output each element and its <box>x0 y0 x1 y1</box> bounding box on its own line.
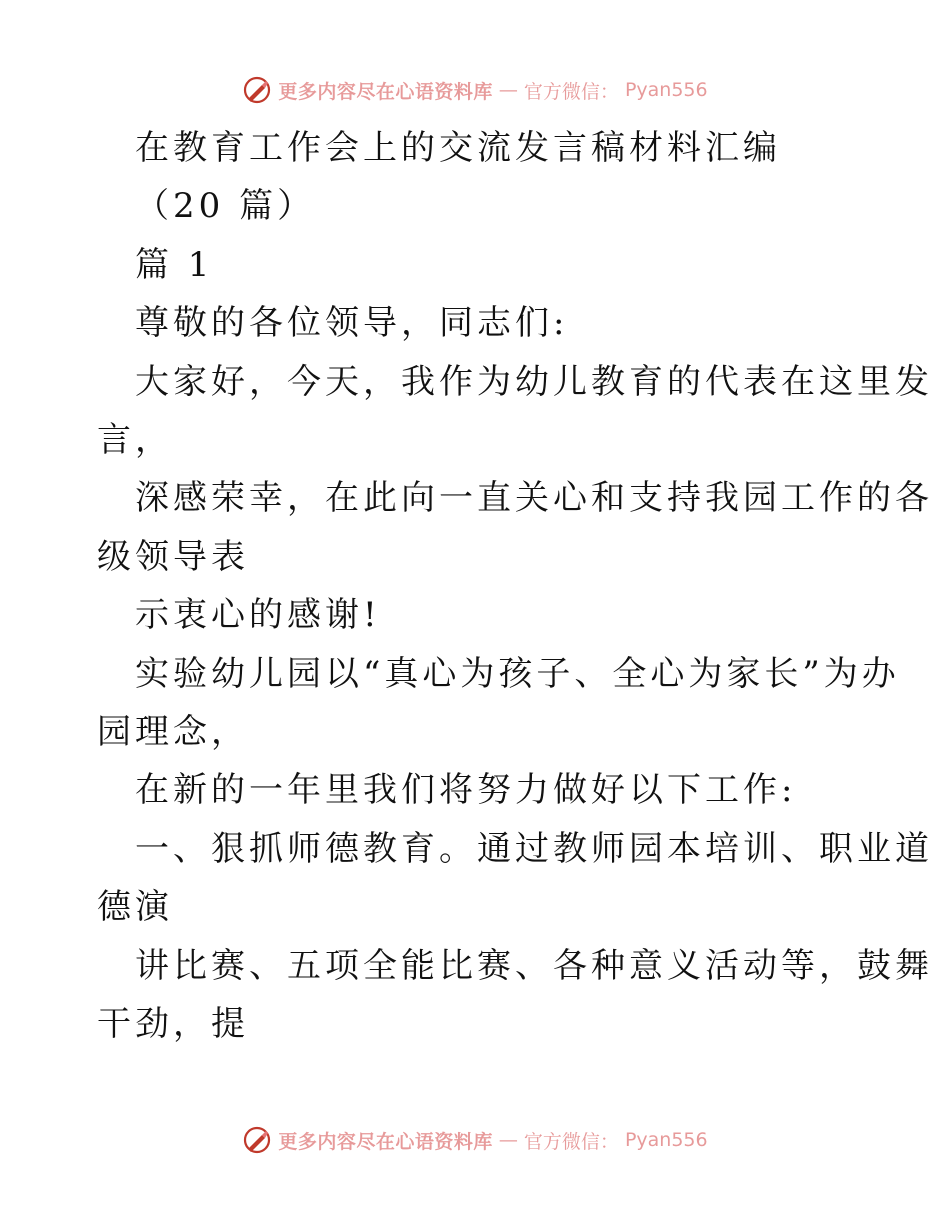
document-title: 在教育工作会上的交流发言稿材料汇编 <box>135 128 781 168</box>
section-heading: 篇 1 <box>135 245 214 285</box>
watermark-text: 更多内容尽在心语资料库 <box>278 80 493 103</box>
paragraph-line: 讲比赛、五项全能比赛、各种意义活动等，鼓舞 <box>135 946 933 986</box>
paragraph-line: 德演 <box>97 887 173 927</box>
paragraph-line: 言， <box>97 420 173 460</box>
watermark-wechat-id: Pyan556 <box>624 79 708 101</box>
watermark-dash: — <box>498 1129 518 1151</box>
paragraph-line: 园理念， <box>97 712 249 752</box>
paragraph-line: 一、狠抓师德教育。通过教师园本培训、职业道 <box>135 829 933 869</box>
pen-logo-icon <box>242 75 272 105</box>
watermark-wechat-label: 官方微信： <box>523 1130 619 1153</box>
watermark-wechat-id: Pyan556 <box>624 1129 708 1151</box>
salutation: 尊敬的各位领导，同志们: <box>135 303 569 343</box>
document-subtitle: （20 篇） <box>135 186 316 226</box>
watermark-footer <box>0 1123 950 1157</box>
watermark-header <box>0 73 950 107</box>
watermark-wechat-label: 官方微信： <box>523 80 619 103</box>
paragraph-line: 大家好，今天，我作为幼儿教育的代表在这里发 <box>135 362 933 402</box>
paragraph-line: 干劲，提 <box>97 1004 249 1044</box>
pen-logo-icon <box>242 1125 272 1155</box>
watermark-dash: — <box>498 79 518 101</box>
paragraph-line: 示衷心的感谢! <box>135 595 381 635</box>
paragraph-line: 级领导表 <box>97 537 249 577</box>
watermark-text: 更多内容尽在心语资料库 <box>278 1130 493 1153</box>
paragraph-line: 实验幼儿园以“真心为孩子、全心为家长”为办 <box>135 654 900 694</box>
paragraph-line: 深感荣幸，在此向一直关心和支持我园工作的各 <box>135 478 933 518</box>
paragraph-line: 在新的一年里我们将努力做好以下工作: <box>135 770 797 810</box>
